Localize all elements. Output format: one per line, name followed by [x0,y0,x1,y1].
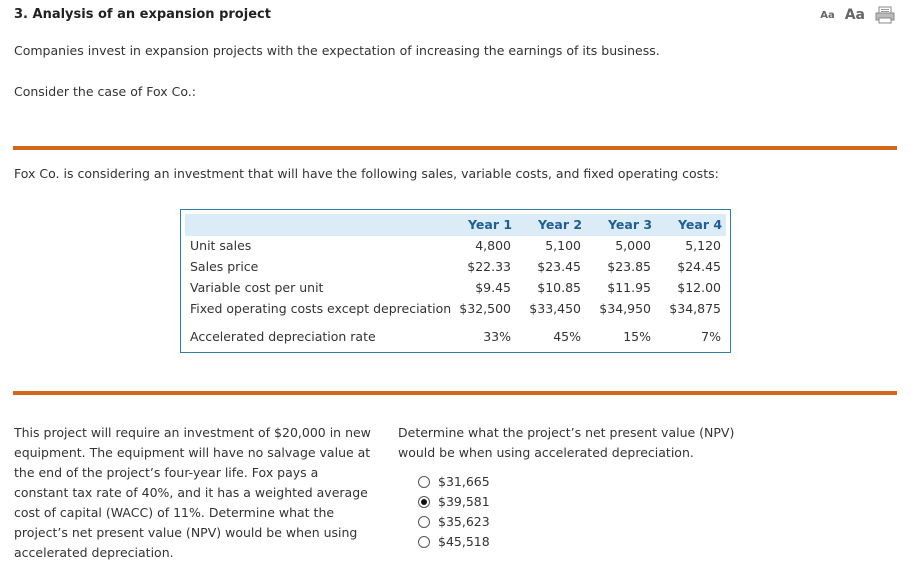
table-cell: 5,100 [545,238,581,253]
table-cell: 4,800 [475,238,511,253]
problem-line: project’s net present value (NPV) would be when using [14,525,358,540]
table-cell: $10.85 [537,280,581,295]
radio-button-selected[interactable] [418,496,430,508]
problem-line: accelerated depreciation. [14,545,174,560]
table-cell: $23.45 [537,259,581,274]
col-header-year3: Year 3 [608,217,653,232]
table-cell: $34,950 [599,301,651,316]
table-cell: 33% [483,329,511,344]
answer-prompt [398,423,748,463]
prompt-line: Determine what the project’s net present value (NPV) [398,425,735,440]
prompt-line: would be when using accelerated depreciation. [398,445,694,460]
radio-button[interactable] [418,476,430,488]
section-description: Fox Co. is considering an investment that will have the following sales, variable costs, and fixed operating costs: [14,166,719,181]
row-label-variable-cost: Variable cost per unit [190,280,324,295]
table-cell: 15% [623,329,651,344]
problem-line: cost of capital (WACC) of 11%. Determine what the [14,505,335,520]
print-icon[interactable] [875,6,895,24]
table-cell: 7% [701,329,721,344]
problem-line: equipment. The equipment will have no salvage value at [14,445,371,460]
problem-line: the end of the project’s four-year life. Fox pays a [14,465,319,480]
table-cell: $24.45 [677,259,721,274]
intro-text: Companies invest in expansion projects with the expectation of increasing the earnings of its business. [14,43,660,58]
table-cell: $23.85 [607,259,651,274]
col-header-year4: Year 4 [678,217,723,232]
answer-option-1[interactable] [418,474,490,489]
radio-button[interactable] [418,536,430,548]
problem-line: constant tax rate of 40%, and it has a weighted average [14,485,368,500]
col-header-year1: Year 1 [468,217,513,232]
problem-statement [14,423,374,563]
case-text: Consider the case of Fox Co.: [14,84,196,99]
row-label-fixed-costs: Fixed operating costs except depreciation [190,301,452,316]
option-label: $45,518 [438,534,490,549]
question-title: 3. Analysis of an expansion project [14,7,271,22]
table-cell: 5,000 [615,238,651,253]
option-label: $31,665 [438,474,490,489]
font-size-tools [820,6,895,24]
data-table [180,209,731,353]
table-cell: $11.95 [607,280,651,295]
table-cell: $12.00 [677,280,721,295]
answer-option-4[interactable] [418,534,490,549]
radio-button[interactable] [418,516,430,528]
row-label-depreciation-rate: Accelerated depreciation rate [190,329,376,344]
option-label: $39,581 [438,494,490,509]
table-cell: $32,500 [459,301,511,316]
section-divider-2 [13,391,897,395]
table-cell: $34,875 [669,301,721,316]
increase-font-button[interactable]: Aa [844,7,865,23]
row-label-sales-price: Sales price [190,259,259,274]
row-label-unit-sales: Unit sales [190,238,252,253]
decrease-font-button[interactable]: Aa [820,9,835,21]
option-label: $35,623 [438,514,490,529]
table-cell: $33,450 [529,301,581,316]
col-header-year2: Year 2 [538,217,583,232]
section-divider [13,146,897,150]
answer-option-3[interactable] [418,514,490,529]
table-cell: 5,120 [685,238,721,253]
problem-line: This project will require an investment of $20,000 in new [14,425,371,440]
table-cell: $9.45 [475,280,511,295]
table-cell: 45% [553,329,581,344]
answer-option-2[interactable] [418,494,490,509]
table-cell: $22.33 [467,259,511,274]
